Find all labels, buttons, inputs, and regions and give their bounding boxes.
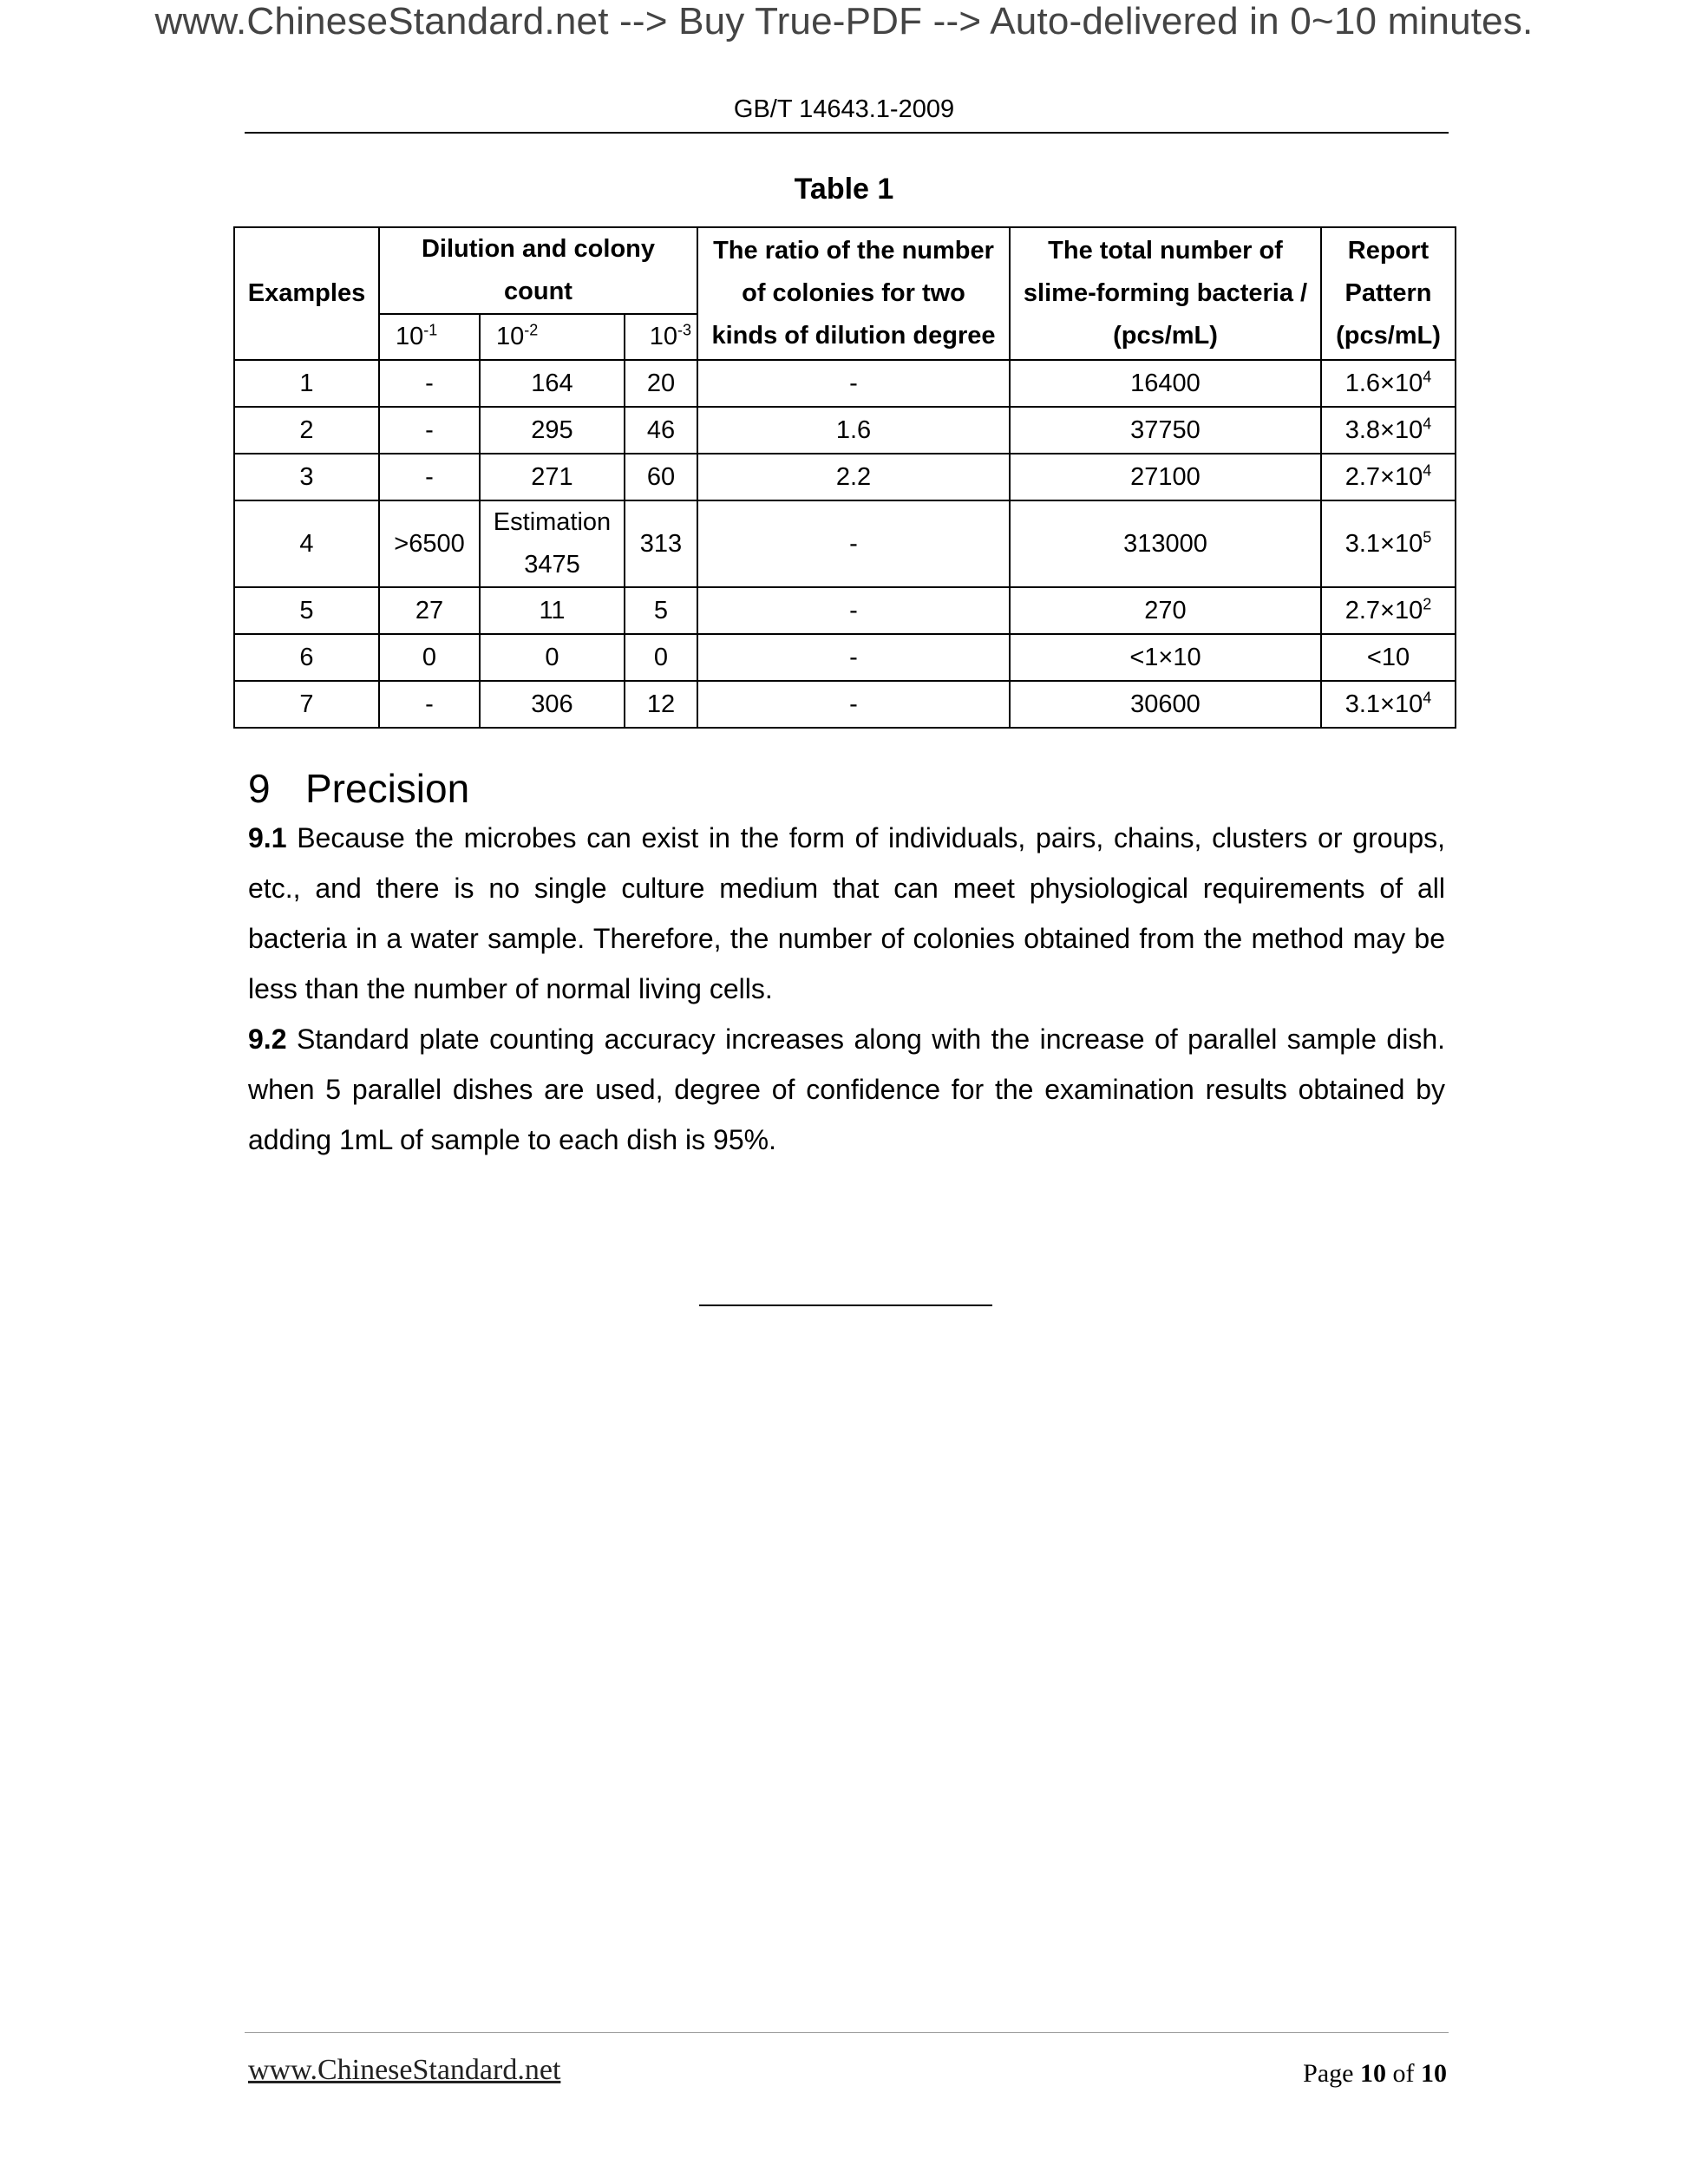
cell-total: <1×10 <box>1010 634 1321 681</box>
cell-d2: 295 <box>480 407 625 454</box>
document-code: GB/T 14643.1-2009 <box>733 95 955 123</box>
cell-d1: >6500 <box>379 500 480 587</box>
table-title: Table 1 <box>794 173 894 206</box>
cell-total: 30600 <box>1010 681 1321 728</box>
cell-d1: 27 <box>379 587 480 634</box>
cell-report: <10 <box>1321 634 1456 681</box>
cell-example: 2 <box>234 407 379 454</box>
cell-d3: 46 <box>625 407 697 454</box>
clause-number: 9.2 <box>248 1023 287 1055</box>
header-total: The total number of slime-forming bacteria / (pcs/mL) <box>1010 227 1321 360</box>
header-dilution: Dilution and colony count <box>379 227 697 314</box>
section-title: Precision <box>305 766 470 811</box>
header-examples: Examples <box>234 227 379 360</box>
cell-example: 4 <box>234 500 379 587</box>
table-row <box>234 454 1456 500</box>
cell-d1: - <box>379 681 480 728</box>
cell-d3: 20 <box>625 360 697 407</box>
cell-total: 37750 <box>1010 407 1321 454</box>
cell-report: $3.1\times 10^4$ <box>1321 681 1456 728</box>
cell-example: 5 <box>234 587 379 634</box>
end-rule <box>699 1305 992 1306</box>
clause-text: Standard plate counting accuracy increases along with the increase of parallel sample dish. when 5 parallel dishes are used, degree of confidence for the examination results obtained by adding 1mL of sample to each dish is 95%. <box>248 1023 1445 1155</box>
cell-example: 6 <box>234 634 379 681</box>
cell-ratio: - <box>697 681 1010 728</box>
footer-link[interactable]: www.ChineseStandard.net <box>248 2054 561 2086</box>
table-row <box>234 681 1456 728</box>
table-row <box>234 407 1456 454</box>
page-number: Page 10 of 10 <box>1303 2059 1447 2088</box>
cell-d2: Estimation 3475 <box>480 500 625 587</box>
cell-d2: 306 <box>480 681 625 728</box>
header-dilution-2: $10^{-2}$ <box>480 314 625 360</box>
cell-example: 3 <box>234 454 379 500</box>
cell-d1: 0 <box>379 634 480 681</box>
cell-report: $2.7\times 10^2$ <box>1321 587 1456 634</box>
table-row <box>234 360 1456 407</box>
cell-d1: - <box>379 360 480 407</box>
cell-d3: 0 <box>625 634 697 681</box>
cell-d3: 313 <box>625 500 697 587</box>
header-dilution-3: $10^{-3}$ <box>625 314 697 360</box>
header-dilution-1: $10^{-1}$ <box>379 314 480 360</box>
footer-rule <box>245 2032 1449 2033</box>
table-header-row <box>234 227 1456 314</box>
cell-example: 1 <box>234 360 379 407</box>
cell-ratio: 2.2 <box>697 454 1010 500</box>
cell-report: $2.7\times 10^4$ <box>1321 454 1456 500</box>
cell-d1: - <box>379 407 480 454</box>
cell-d2: 0 <box>480 634 625 681</box>
cell-example: 7 <box>234 681 379 728</box>
cell-d3: 60 <box>625 454 697 500</box>
header-report: Report Pattern (pcs/mL) <box>1321 227 1456 360</box>
table-row <box>234 500 1456 587</box>
cell-ratio: - <box>697 500 1010 587</box>
cell-ratio: - <box>697 360 1010 407</box>
paragraph-9-1 <box>248 813 1445 1014</box>
cell-ratio: - <box>697 634 1010 681</box>
top-banner: www.ChineseStandard.net --> Buy True-PDF --> Auto-delivered in 0~10 minutes. <box>154 0 1534 43</box>
cell-report: $3.8\times 10^4$ <box>1321 407 1456 454</box>
cell-report: $3.1\times 10^5$ <box>1321 500 1456 587</box>
section-number: 9 <box>248 766 271 811</box>
cell-d2: 164 <box>480 360 625 407</box>
clause-text: Because the microbes can exist in the form of individuals, pairs, chains, clusters or groups, etc., and there is no single culture medium that can meet physiological requirements of all bacteria in a water sample. Therefore, the number of colonies obtained from the method may be less than the number of normal living cells. <box>248 822 1445 1004</box>
cell-d2: 11 <box>480 587 625 634</box>
cell-total: 270 <box>1010 587 1321 634</box>
header-rule <box>245 132 1449 134</box>
header-ratio: The ratio of the number of colonies for two kinds of dilution degree <box>697 227 1010 360</box>
data-table <box>233 226 1456 729</box>
clause-number: 9.1 <box>248 822 287 853</box>
cell-d2: 271 <box>480 454 625 500</box>
section-heading <box>248 765 469 812</box>
cell-ratio: 1.6 <box>697 407 1010 454</box>
cell-d3: 5 <box>625 587 697 634</box>
cell-report: $1.6\times 10^4$ <box>1321 360 1456 407</box>
cell-total: 27100 <box>1010 454 1321 500</box>
cell-d3: 12 <box>625 681 697 728</box>
cell-ratio: - <box>697 587 1010 634</box>
cell-total: 16400 <box>1010 360 1321 407</box>
cell-total: 313000 <box>1010 500 1321 587</box>
cell-d1: - <box>379 454 480 500</box>
table-row <box>234 634 1456 681</box>
paragraph-9-2 <box>248 1014 1445 1165</box>
table-row <box>234 587 1456 634</box>
